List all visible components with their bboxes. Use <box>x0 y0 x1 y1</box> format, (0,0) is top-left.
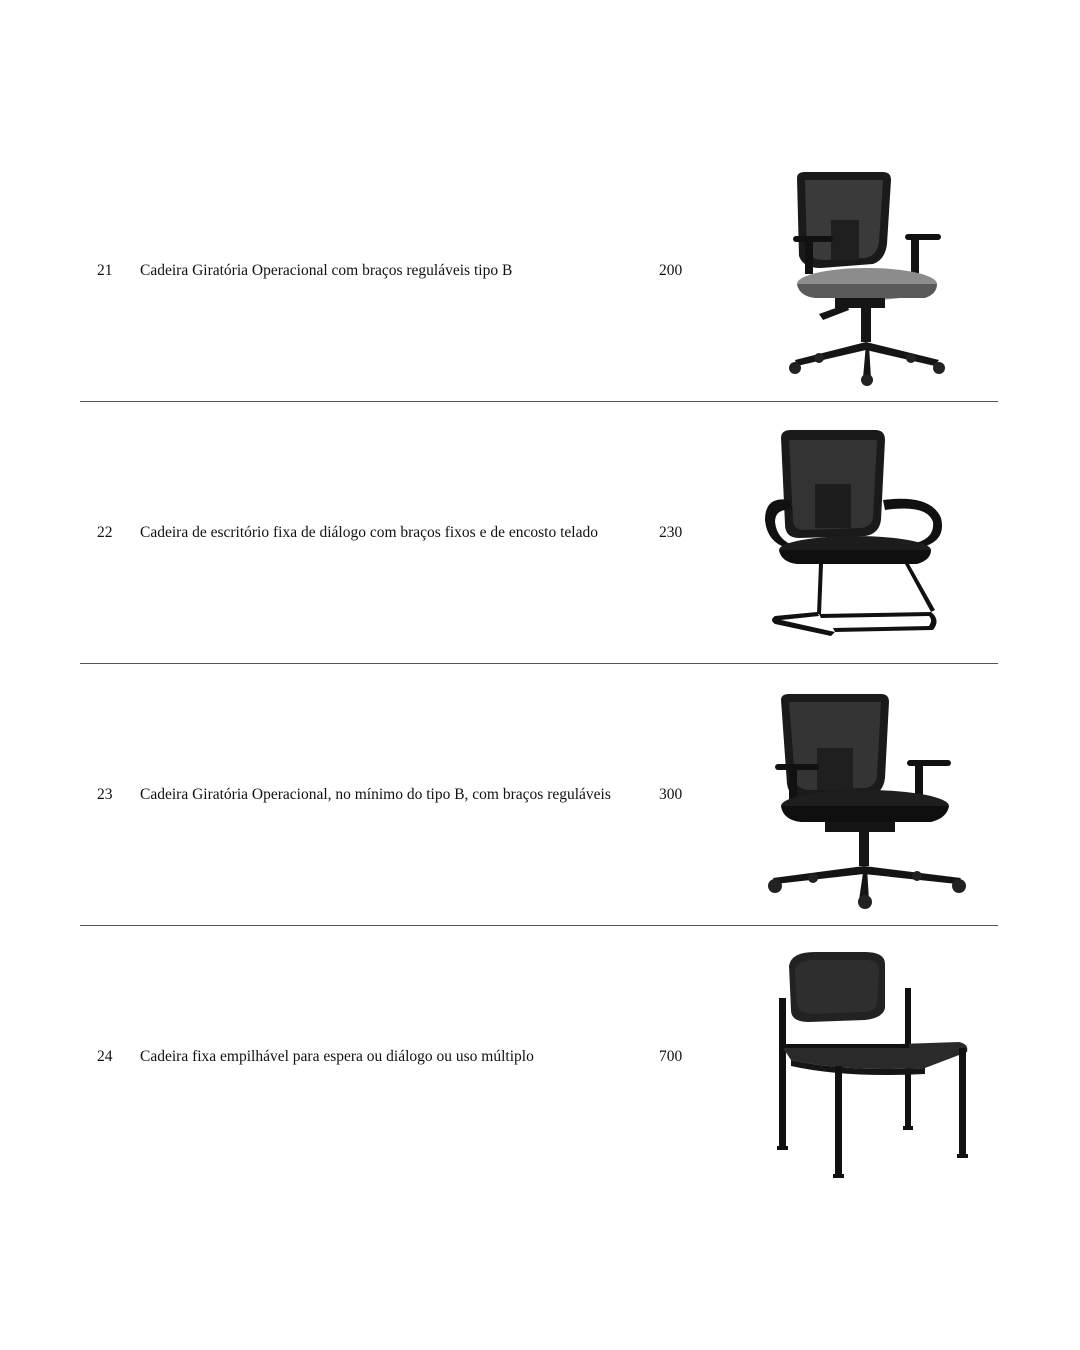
item-number: 21 <box>97 262 113 279</box>
item-number: 23 <box>97 786 113 803</box>
table-row <box>80 402 998 664</box>
item-number: 22 <box>97 524 113 541</box>
item-description: Cadeira Giratória Operacional, no mínimo do tipo B, com braços reguláveis <box>140 786 611 803</box>
item-quantity: 700 <box>659 1048 683 1065</box>
table-row <box>80 140 998 402</box>
item-description: Cadeira de escritório fixa de diálogo com braços fixos e de encosto telado <box>140 524 598 541</box>
item-quantity: 200 <box>659 262 683 279</box>
sled-base-chair-image <box>735 424 995 654</box>
table-row <box>80 664 998 926</box>
swivel-chair-image <box>735 688 995 918</box>
item-number: 24 <box>97 1048 113 1065</box>
swivel-chair-image <box>735 164 995 394</box>
item-description: Cadeira fixa empilhável para espera ou diálogo ou uso múltiplo <box>140 1048 534 1065</box>
stackable-chair-image <box>735 948 995 1178</box>
item-description: Cadeira Giratória Operacional com braços reguláveis tipo B <box>140 262 513 279</box>
item-quantity: 300 <box>659 786 683 803</box>
product-table <box>80 140 998 1188</box>
item-quantity: 230 <box>659 524 683 541</box>
table-row <box>80 926 998 1188</box>
